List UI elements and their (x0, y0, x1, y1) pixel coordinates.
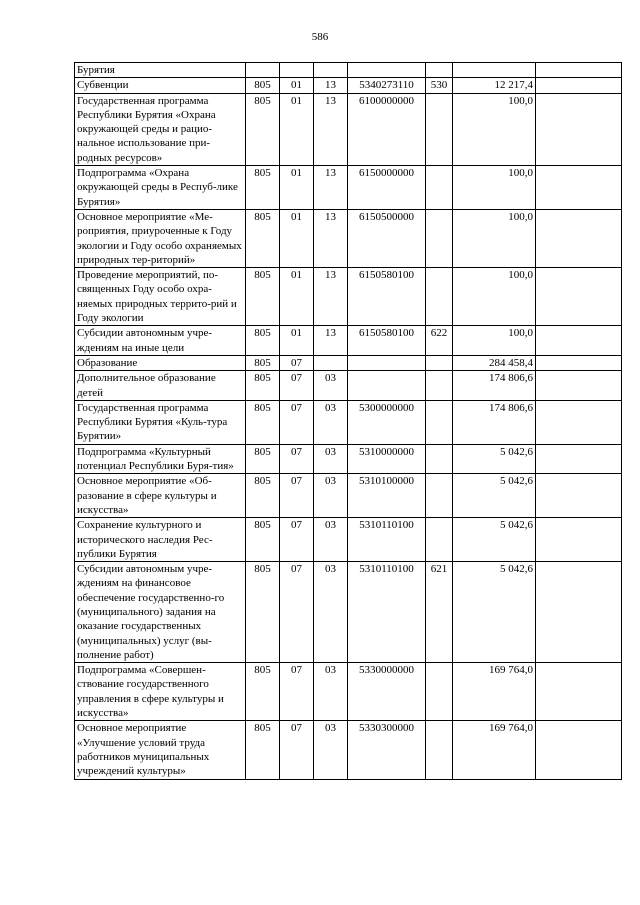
row-expense-type (426, 93, 453, 165)
row-target-article (348, 63, 426, 78)
row-extra (536, 78, 622, 93)
table-row (75, 371, 622, 401)
page-number: 586 (311, 31, 329, 43)
row-amount: 169 764,0 (453, 663, 536, 721)
row-ved-code: 805 (246, 444, 280, 474)
row-ved-code: 805 (246, 371, 280, 401)
row-section-code: 01 (280, 209, 314, 267)
table-row (75, 721, 622, 779)
row-section-code: 01 (280, 326, 314, 356)
row-name: Сохранение культурного и исторического наследия Рес-публики Бурятия (75, 518, 246, 562)
row-section-code: 07 (280, 562, 314, 663)
row-section-code: 01 (280, 166, 314, 210)
row-expense-type (426, 663, 453, 721)
row-extra (536, 268, 622, 326)
row-extra (536, 93, 622, 165)
row-section-code: 01 (280, 78, 314, 93)
row-section-code: 07 (280, 444, 314, 474)
row-target-article: 6150500000 (348, 209, 426, 267)
row-extra (536, 721, 622, 779)
row-subsection-code: 13 (314, 78, 348, 93)
row-ved-code: 805 (246, 268, 280, 326)
table-row (75, 444, 622, 474)
table-row (75, 93, 622, 165)
row-target-article: 6100000000 (348, 93, 426, 165)
row-target-article (348, 355, 426, 370)
table-row (75, 268, 622, 326)
row-target-article: 5310100000 (348, 474, 426, 518)
row-name: Основное мероприятие «Ме-роприятия, приуроченные к Году экологии и Году особо охраняемых природных тер-риторий» (75, 209, 246, 267)
row-name: Подпрограмма «Охрана окружающей среды в Респуб-лике Бурятия» (75, 166, 246, 210)
row-section-code: 01 (280, 268, 314, 326)
row-subsection-code (314, 355, 348, 370)
row-target-article: 6150580100 (348, 268, 426, 326)
row-extra (536, 326, 622, 356)
row-expense-type: 530 (426, 78, 453, 93)
row-ved-code: 805 (246, 663, 280, 721)
row-section-code: 07 (280, 371, 314, 401)
row-ved-code: 805 (246, 93, 280, 165)
row-subsection-code: 03 (314, 474, 348, 518)
row-ved-code: 805 (246, 166, 280, 210)
row-expense-type: 622 (426, 326, 453, 356)
row-subsection-code: 03 (314, 663, 348, 721)
row-name: Субвенции (75, 78, 246, 93)
row-target-article: 5330000000 (348, 663, 426, 721)
row-subsection-code: 13 (314, 166, 348, 210)
row-ved-code: 805 (246, 518, 280, 562)
row-name: Дополнительное образование детей (75, 371, 246, 401)
row-section-code: 07 (280, 721, 314, 779)
row-subsection-code: 03 (314, 562, 348, 663)
row-name: Бурятия (75, 63, 246, 78)
row-amount: 5 042,6 (453, 444, 536, 474)
row-expense-type (426, 444, 453, 474)
row-subsection-code: 13 (314, 268, 348, 326)
row-amount: 100,0 (453, 326, 536, 356)
row-section-code: 07 (280, 663, 314, 721)
row-ved-code: 805 (246, 326, 280, 356)
budget-table (74, 62, 622, 780)
row-ved-code: 805 (246, 474, 280, 518)
row-target-article: 6150580100 (348, 326, 426, 356)
row-amount: 100,0 (453, 209, 536, 267)
row-section-code: 07 (280, 400, 314, 444)
table-row (75, 474, 622, 518)
row-extra (536, 444, 622, 474)
row-subsection-code: 13 (314, 209, 348, 267)
row-name: Подпрограмма «Совершен-ствование государственного управления в сфере культуры и искусства» (75, 663, 246, 721)
row-subsection-code: 13 (314, 326, 348, 356)
row-amount: 5 042,6 (453, 518, 536, 562)
table-row (75, 562, 622, 663)
table-row (75, 326, 622, 356)
row-expense-type (426, 166, 453, 210)
row-name: Подпрограмма «Культурный потенциал Республики Буря-тия» (75, 444, 246, 474)
row-ved-code: 805 (246, 209, 280, 267)
row-target-article: 6150000000 (348, 166, 426, 210)
row-amount: 5 042,6 (453, 562, 536, 663)
table-row (75, 400, 622, 444)
row-ved-code: 805 (246, 562, 280, 663)
row-amount: 174 806,6 (453, 371, 536, 401)
row-name: Образование (75, 355, 246, 370)
row-amount: 169 764,0 (453, 721, 536, 779)
row-section-code: 07 (280, 518, 314, 562)
row-extra (536, 663, 622, 721)
row-expense-type (426, 518, 453, 562)
table-row (75, 355, 622, 370)
row-extra (536, 63, 622, 78)
table-row (75, 78, 622, 93)
row-section-code: 07 (280, 355, 314, 370)
row-extra (536, 518, 622, 562)
table-row (75, 663, 622, 721)
row-target-article (348, 371, 426, 401)
row-section-code: 01 (280, 93, 314, 165)
row-target-article: 5330300000 (348, 721, 426, 779)
row-extra (536, 209, 622, 267)
row-name: Государственная программа Республики Бурятия «Охрана окружающей среды и рацио-нальное использование при-родных ресурсов» (75, 93, 246, 165)
row-extra (536, 400, 622, 444)
row-expense-type (426, 474, 453, 518)
row-target-article: 5340273110 (348, 78, 426, 93)
row-expense-type (426, 721, 453, 779)
row-subsection-code: 13 (314, 93, 348, 165)
row-amount: 100,0 (453, 166, 536, 210)
row-expense-type: 621 (426, 562, 453, 663)
row-amount: 12 217,4 (453, 78, 536, 93)
row-expense-type (426, 371, 453, 401)
row-expense-type (426, 268, 453, 326)
row-target-article: 5300000000 (348, 400, 426, 444)
table-row (75, 63, 622, 78)
row-ved-code (246, 63, 280, 78)
row-name: Государственная программа Республики Бурятия «Куль-тура Бурятии» (75, 400, 246, 444)
row-subsection-code (314, 63, 348, 78)
row-name: Субсидии автономным учре-ждениям на финансовое обеспечение государственно-го (муниципального) задания на оказание государственных (муниципальных) услуг (вы-полнение работ) (75, 562, 246, 663)
row-ved-code: 805 (246, 355, 280, 370)
row-subsection-code: 03 (314, 371, 348, 401)
row-expense-type (426, 400, 453, 444)
row-name: Основное мероприятие «Об-разование в сфере культуры и искусства» (75, 474, 246, 518)
row-subsection-code: 03 (314, 518, 348, 562)
row-expense-type (426, 355, 453, 370)
row-subsection-code: 03 (314, 721, 348, 779)
row-subsection-code: 03 (314, 400, 348, 444)
row-section-code (280, 63, 314, 78)
row-ved-code: 805 (246, 400, 280, 444)
row-name: Проведение мероприятий, по-священных Году особо охра-няемых природных террито-рий и Году экологии (75, 268, 246, 326)
row-ved-code: 805 (246, 721, 280, 779)
row-target-article: 5310000000 (348, 444, 426, 474)
row-amount: 174 806,6 (453, 400, 536, 444)
row-name: Субсидии автономным учре-ждениям на иные цели (75, 326, 246, 356)
row-extra (536, 371, 622, 401)
row-expense-type (426, 209, 453, 267)
row-extra (536, 355, 622, 370)
row-amount (453, 63, 536, 78)
row-extra (536, 166, 622, 210)
row-extra (536, 474, 622, 518)
row-section-code: 07 (280, 474, 314, 518)
table-row (75, 518, 622, 562)
row-subsection-code: 03 (314, 444, 348, 474)
table-row (75, 166, 622, 210)
row-target-article: 5310110100 (348, 518, 426, 562)
row-amount: 284 458,4 (453, 355, 536, 370)
row-extra (536, 562, 622, 663)
row-ved-code: 805 (246, 78, 280, 93)
row-expense-type (426, 63, 453, 78)
row-name: Основное мероприятие «Улучшение условий труда работников муниципальных учреждений культуры» (75, 721, 246, 779)
row-target-article: 5310110100 (348, 562, 426, 663)
row-amount: 100,0 (453, 93, 536, 165)
row-amount: 5 042,6 (453, 474, 536, 518)
row-amount: 100,0 (453, 268, 536, 326)
table-row (75, 209, 622, 267)
